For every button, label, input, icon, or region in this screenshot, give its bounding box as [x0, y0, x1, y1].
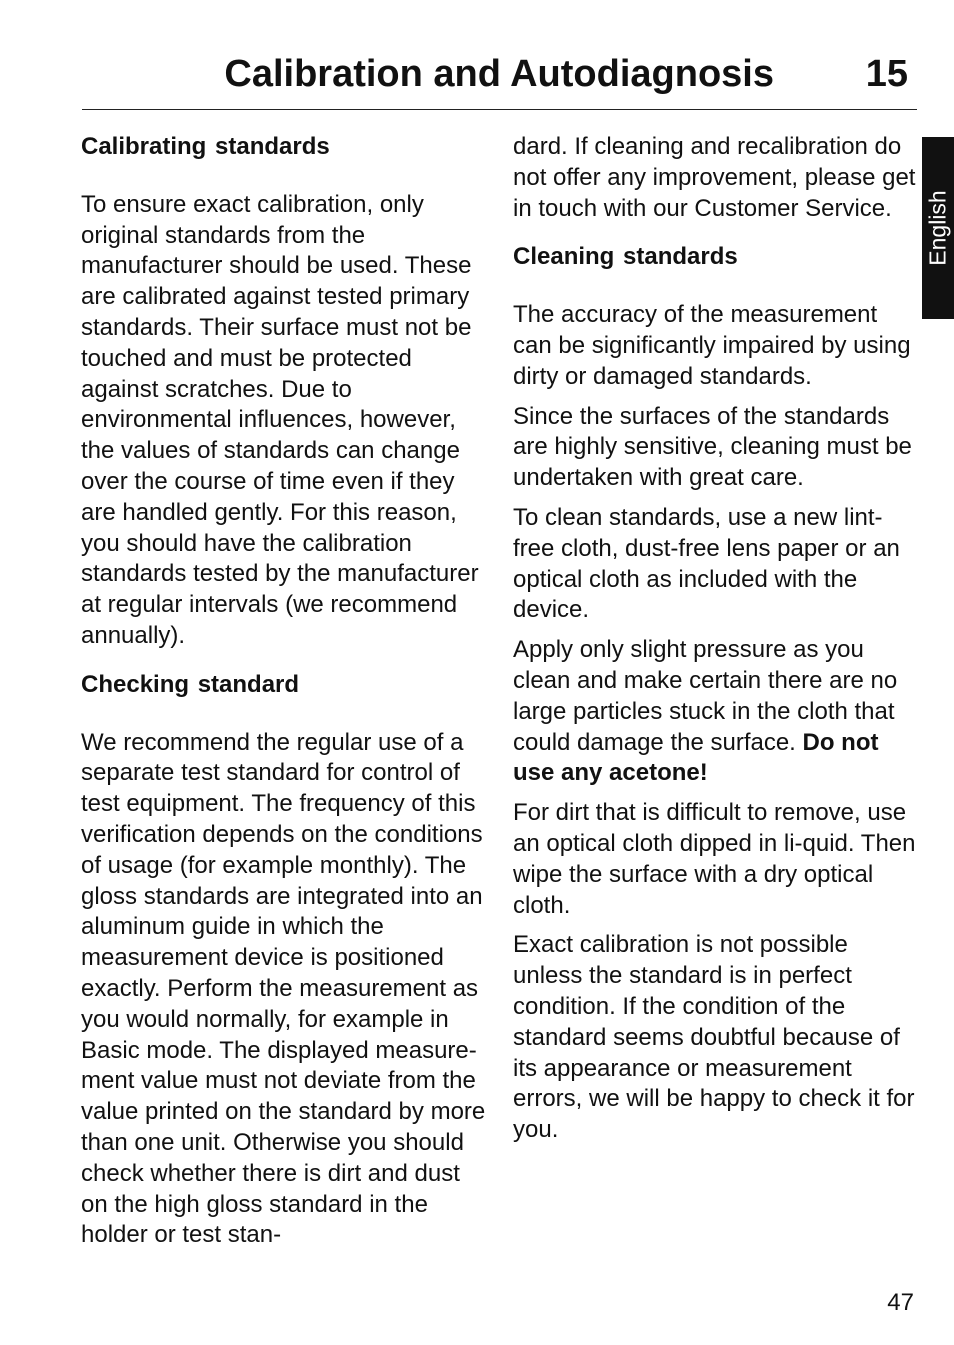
- cleaning-paragraph-6: Exact calibration is not possible unless the standard is in perfect condition. If the condition of the standard seems doubtful because of its appearance or measurement errors, we will be happy to check it for you.: [513, 931, 915, 1144]
- cleaning-paragraph-3: To clean standards, use a new lint-free cloth, dust-free lens paper or an optical cloth as included with the device.: [513, 503, 900, 624]
- chapter-number: 15: [865, 53, 908, 95]
- checking-standard-continuation: dard. If cleaning and recalibration do not offer any improvement, please get in touch with our Customer Service.: [513, 133, 916, 222]
- cleaning-paragraph-2: Since the surfaces of the standards are highly sensitive, cleaning must be undertaken with great care.: [513, 402, 912, 492]
- calibrating-standards-body: To ensure exact calibration, only original standards from the manufacturer should be used. These are calibrated against tested primary standards. Their surface must not be touched and must be protected against scratches. Due to environmental influences, however, the values of standards can change over the course of time even if they are handled gently. For this reason, you should have the calibration standards tested by the manufacturer at regular intervals (we recommend annually).: [81, 190, 479, 649]
- page-header: [82, 50, 916, 108]
- cleaning-paragraph-4-text: Apply only slight pressure as you clean and make certain there are no large particles stuck in the cloth that could damage the surface.: [513, 636, 898, 756]
- header-divider: [82, 109, 917, 110]
- page-title: Calibration and Autodiagnosis: [224, 53, 774, 95]
- section-heading-cleaning-standards: Cleaning standards: [513, 243, 738, 271]
- cleaning-paragraph-4: [513, 635, 921, 789]
- page-number: 47: [887, 1289, 914, 1316]
- section-heading-checking-standard: Checking standard: [81, 670, 300, 698]
- checking-standard-body: We recommend the regular use of a separate test standard for control of test equipment. The frequency of this verification depends on the conditions of usage (for example monthly). The gloss standards are integrated into an aluminum guide in which the measurement device is positioned exactly. Perform the measurement as you would normally, for example in Basic mode. The displayed measure-ment value must not deviate from the value printed on the standard by more than one unit. Otherwise you should check whether there is dirt and dust on the high gloss standard in the holder or test stan-: [81, 728, 486, 1249]
- right-column: [513, 132, 921, 1155]
- cleaning-paragraph-1: The accuracy of the measurement can be significantly impaired by using dirty or damaged standards.: [513, 301, 911, 390]
- left-column: [81, 132, 491, 1260]
- cleaning-paragraph-5: For dirt that is difficult to remove, use an optical cloth dipped in li-quid. Then wipe the surface with a dry optical cloth.: [513, 799, 916, 919]
- acetone-warning: Do not use any acetone!: [513, 728, 879, 787]
- section-heading-calibrating-standards: Calibrating standards: [81, 133, 330, 160]
- language-tab: [922, 137, 954, 319]
- language-tab-label: English: [924, 190, 951, 266]
